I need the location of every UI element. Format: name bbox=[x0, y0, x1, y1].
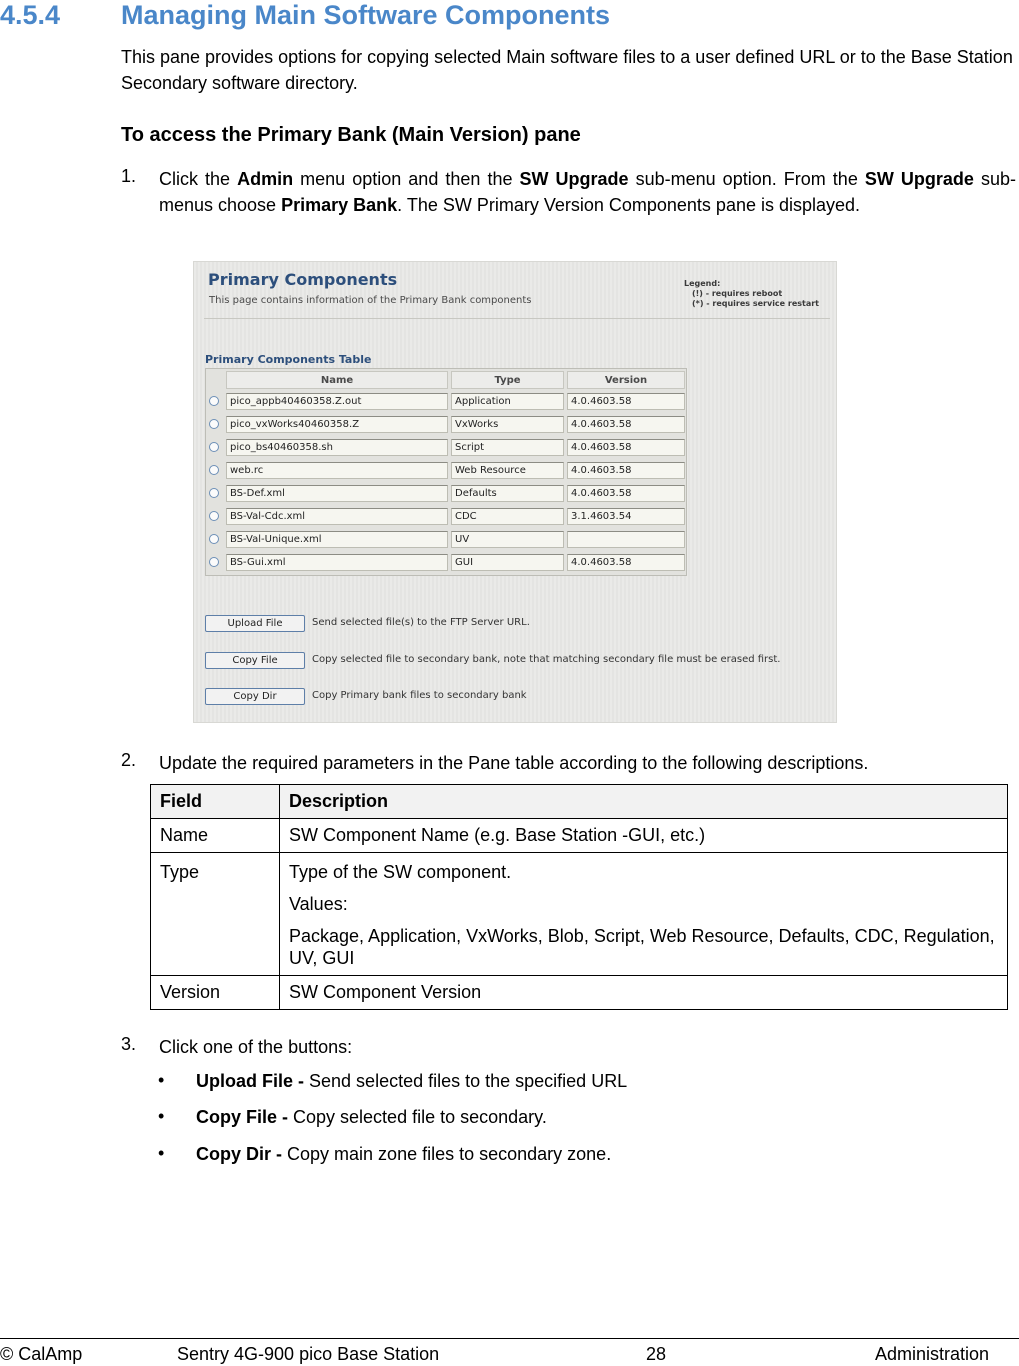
version-field[interactable]: 4.0.4603.58 bbox=[567, 554, 685, 571]
row-select-radio[interactable] bbox=[209, 557, 219, 567]
name-field[interactable]: BS-Val-Cdc.xml bbox=[226, 508, 448, 525]
name-field[interactable]: BS-Gui.xml bbox=[226, 554, 448, 571]
legend-title: Legend: bbox=[684, 279, 721, 288]
name-field[interactable]: web.rc bbox=[226, 462, 448, 479]
name-field[interactable]: pico_appb40460358.Z.out bbox=[226, 393, 448, 410]
row-select-radio[interactable] bbox=[209, 442, 219, 452]
bullet-upload-file: Upload File - Send selected files to the specified URL bbox=[196, 1071, 628, 1091]
version-field[interactable]: 4.0.4603.58 bbox=[567, 439, 685, 456]
bullet-copy-dir: Copy Dir - Copy main zone files to secondary zone. bbox=[196, 1144, 612, 1164]
upload-file-button[interactable]: Upload File bbox=[205, 615, 305, 632]
step-3-text: Click one of the buttons: bbox=[159, 1037, 353, 1057]
table-row bbox=[206, 529, 686, 551]
table-row bbox=[206, 506, 686, 528]
type-field[interactable]: UV bbox=[451, 531, 564, 548]
step-3-number: 3. bbox=[121, 1034, 137, 1054]
upload-file-description: Send selected file(s) to the FTP Server URL. bbox=[312, 617, 530, 628]
field-description-table bbox=[150, 784, 1008, 1010]
footer-product: Sentry 4G-900 pico Base Station bbox=[177, 1344, 440, 1364]
type-field[interactable]: Defaults bbox=[451, 485, 564, 502]
screenshot-subtitle: This page contains information of the Primary Bank components bbox=[209, 295, 532, 306]
version-field[interactable]: 4.0.4603.58 bbox=[567, 462, 685, 479]
intro-paragraph: This pane provides options for copying selected Main software files to a user defined URL or to the Base Station Secondary software directory. bbox=[121, 47, 1013, 93]
table-row bbox=[151, 853, 1008, 976]
copy-file-description: Copy selected file to secondary bank, note that matching secondary file must be erased first. bbox=[312, 654, 781, 665]
footer-divider bbox=[0, 1338, 1019, 1339]
table-row bbox=[206, 552, 686, 574]
name-field[interactable]: BS-Def.xml bbox=[226, 485, 448, 502]
row-select-radio[interactable] bbox=[209, 419, 219, 429]
footer-copyright: © CalAmp bbox=[0, 1344, 83, 1364]
footer-section: Administration bbox=[875, 1344, 990, 1364]
version-field[interactable]: 4.0.4603.58 bbox=[567, 485, 685, 502]
table-header-row bbox=[151, 785, 1008, 819]
table-row bbox=[206, 391, 686, 413]
step-2-number: 2. bbox=[121, 750, 137, 770]
subheading: To access the Primary Bank (Main Version) pane bbox=[121, 124, 581, 146]
step-1-text: Click the Admin menu option and then the SW Upgrade sub-menu option. From the SW Upgrade sub-menus choose Primary Bank. The SW Primary Version Components pane is displayed. bbox=[159, 169, 1016, 215]
version-field[interactable]: 3.1.4603.54 bbox=[567, 508, 685, 525]
type-field[interactable]: Web Resource bbox=[451, 462, 564, 479]
copy-file-button[interactable]: Copy File bbox=[205, 652, 305, 669]
divider bbox=[204, 318, 830, 319]
screenshot-title: Primary Components bbox=[208, 270, 398, 289]
type-field[interactable]: Application bbox=[451, 393, 564, 410]
header-field: Field bbox=[151, 785, 280, 819]
name-field[interactable]: pico_bs40460358.sh bbox=[226, 439, 448, 456]
section-number: 4.5.4 bbox=[0, 0, 61, 30]
bullet-icon: • bbox=[158, 1143, 165, 1163]
row-select-radio[interactable] bbox=[209, 396, 219, 406]
name-field[interactable]: BS-Val-Unique.xml bbox=[226, 531, 448, 548]
legend-reboot: (!) - requires reboot bbox=[692, 289, 783, 298]
table-row bbox=[151, 976, 1008, 1010]
section-title: Managing Main Software Components bbox=[121, 0, 611, 30]
version-field[interactable]: 4.0.4603.58 bbox=[567, 393, 685, 410]
copy-dir-button[interactable]: Copy Dir bbox=[205, 688, 305, 705]
type-field[interactable]: VxWorks bbox=[451, 416, 564, 433]
legend bbox=[684, 279, 819, 309]
table-row bbox=[206, 483, 686, 505]
field-type: Type bbox=[151, 853, 280, 976]
components-table bbox=[205, 368, 687, 576]
type-field[interactable]: GUI bbox=[451, 554, 564, 571]
bullet-icon: • bbox=[158, 1070, 165, 1090]
table-row bbox=[151, 819, 1008, 853]
copy-dir-description: Copy Primary bank files to secondary bank bbox=[312, 690, 527, 701]
footer-page-number: 28 bbox=[646, 1344, 667, 1364]
version-field[interactable]: 4.0.4603.58 bbox=[567, 416, 685, 433]
table-row bbox=[206, 414, 686, 436]
row-select-radio[interactable] bbox=[209, 534, 219, 544]
column-header-version: Version bbox=[567, 371, 685, 389]
table-row bbox=[206, 460, 686, 482]
field-version: Version bbox=[151, 976, 280, 1010]
version-field[interactable] bbox=[567, 531, 685, 548]
field-version-description: SW Component Version bbox=[280, 976, 1008, 1010]
type-field[interactable]: CDC bbox=[451, 508, 564, 525]
bullet-icon: • bbox=[158, 1106, 165, 1126]
column-header-type: Type bbox=[451, 371, 564, 389]
row-select-radio[interactable] bbox=[209, 511, 219, 521]
row-select-radio[interactable] bbox=[209, 488, 219, 498]
step-2-text: Update the required parameters in the Pane table according to the following descriptions. bbox=[159, 753, 869, 773]
step-1-number: 1. bbox=[121, 166, 137, 186]
field-type-description: Type of the SW component. Values: Package, Application, VxWorks, Blob, Script, Web Resource, Defaults, CDC, Regulation, UV, GUI bbox=[280, 853, 1008, 976]
row-select-radio[interactable] bbox=[209, 465, 219, 475]
legend-restart: (*) - requires service restart bbox=[692, 299, 820, 308]
column-header-name: Name bbox=[226, 371, 448, 389]
header-description: Description bbox=[280, 785, 1008, 819]
field-name: Name bbox=[151, 819, 280, 853]
field-name-description: SW Component Name (e.g. Base Station -GUI, etc.) bbox=[280, 819, 1008, 853]
table-row bbox=[206, 437, 686, 459]
type-field[interactable]: Script bbox=[451, 439, 564, 456]
name-field[interactable]: pico_vxWorks40460358.Z bbox=[226, 416, 448, 433]
bullet-copy-file: Copy File - Copy selected file to secondary. bbox=[196, 1107, 547, 1127]
primary-components-screenshot bbox=[193, 261, 837, 723]
components-table-title: Primary Components Table bbox=[205, 353, 372, 366]
